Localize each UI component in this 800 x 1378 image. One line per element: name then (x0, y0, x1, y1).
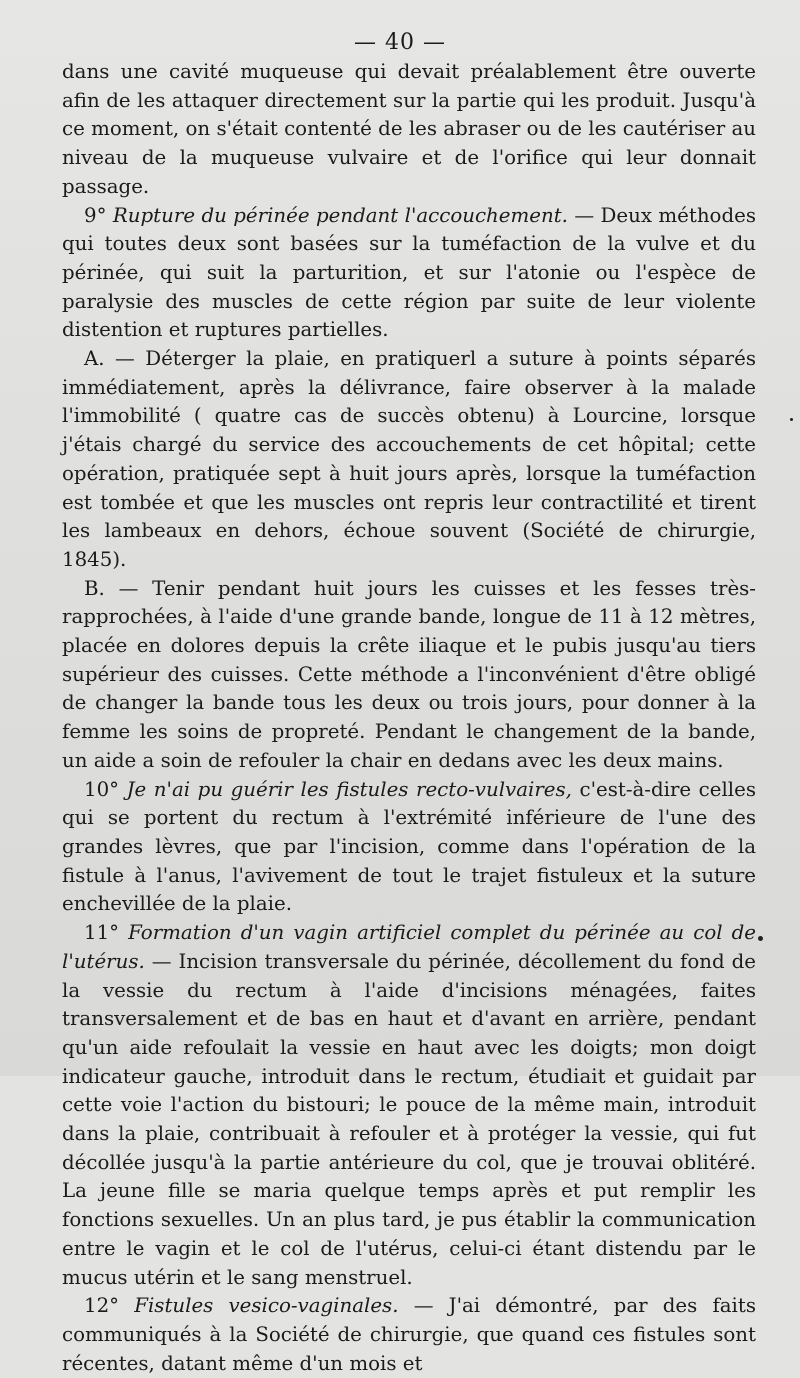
ink-speck (790, 418, 793, 421)
item-title-11: Formation d'un vagin artificiel complet du périnée au col de l'utérus. (62, 921, 756, 973)
item-title-12: Fistules vesico-vaginales. (134, 1294, 399, 1318)
paragraph-12-vesico (62, 1292, 756, 1378)
item-text-9: — Deux méthodes qui toutes deux sont basées sur la tuméfaction de la vulve et du périnée, qui suit la parturition, et sur l'atonie ou l'espèce de paralysie des muscles de cette région par suite de leur violente distention et ruptures partielles. (62, 203, 756, 342)
item-text-11: — Incision transversale du périnée, décollement du fond de la vessie du rectum à l'aide d'incisions ménagées, faites transversalement et de bas en haut et d'avant en arrière, pendant qu'un aide refoulait la vessie en haut avec les doigts; mon doigt indicateur gauche, introduit dans le rectum, étudiait et guidait par cette voie l'action du bistouri; le pouce de la même main, introduit dans la plaie, contribuait à refouler et à protéger la vessie, qui fut décollée jusqu'à la partie antérieure du col, que je trouvai oblitéré. La jeune fille se maria quelque temps après et put remplir les fonctions sexuelles. Un an plus tard, je pus établir la communication entre le vagin et le col de l'utérus, celui-ci étant distendu par le mucus utérin et le sang menstruel. (62, 949, 756, 1289)
item-number-12: 12° (84, 1294, 120, 1318)
page-number: — 40 — (354, 30, 446, 55)
body-text (62, 58, 756, 1378)
item-text-12: — J'ai démontré, par des faits communiqués à la Société de chirurgie, que quand ces fistules sont récentes, datant même d'un mois et (62, 1294, 756, 1375)
item-number-10: 10° (84, 777, 120, 801)
item-text-10: c'est-à-dire celles qui se portent du rectum à l'extrémité inférieure de l'une des grandes lèvres, que par l'incision, comme dans l'opération de la fistule à l'anus, l'avivement de tout le trajet fistuleux et la suture enchevillée de la plaie. (62, 777, 756, 916)
item-number-11: 11° (84, 921, 120, 945)
item-number-9: 9° (84, 203, 107, 227)
paragraph-11-vagin (62, 919, 756, 1292)
item-title-9: Rupture du périnée pendant l'accouchement. (112, 203, 568, 227)
paragraph-10-fistules (62, 776, 756, 920)
paragraph-b: B. — Tenir pendant huit jours les cuisses et les fesses très-rapprochées, à l'aide d'une grande bande, longue de 11 à 12 mètres, placée en dolores depuis la crête iliaque et le pubis jusqu'au tiers supérieur des cuisses. Cette méthode a l'inconvénient d'être obligé de changer la bande tous les deux ou trois jours, pour donner à la femme les soins de propreté. Pendant le changement de la bande, un aide a soin de refouler la chair en dedans avec les deux mains. (62, 576, 756, 772)
paragraph-1: dans une cavité muqueuse qui devait préalablement être ouverte afin de les attaquer directement sur la partie qui les produit. Jusqu'à ce moment, on s'était contenté de les abraser ou de les cautériser au niveau de la muqueuse vulvaire et de l'orifice qui leur donnait passage. (62, 60, 756, 198)
paragraph-9-rupture (62, 202, 756, 346)
paragraph-a: A. — Déterger la plaie, en pratiquerl a suture à points séparés immédiatement, après la délivrance, faire observer à la malade l'immobilité ( quatre cas de succès obtenu) à Lourcine, lorsque j'étais chargé du service des accouchements de cet hôpital; cette opération, pratiquée sept à huit jours après, lorsque la tuméfaction est tombée et que les muscles ont repris leur contractilité et tirent les lambeaux en dehors, échoue souvent (Société de chirurgie, 1845). (62, 347, 756, 571)
item-title-10: Je n'ai pu guérir les fistules recto-vulvaires, (126, 777, 572, 801)
ink-speck (758, 936, 763, 941)
